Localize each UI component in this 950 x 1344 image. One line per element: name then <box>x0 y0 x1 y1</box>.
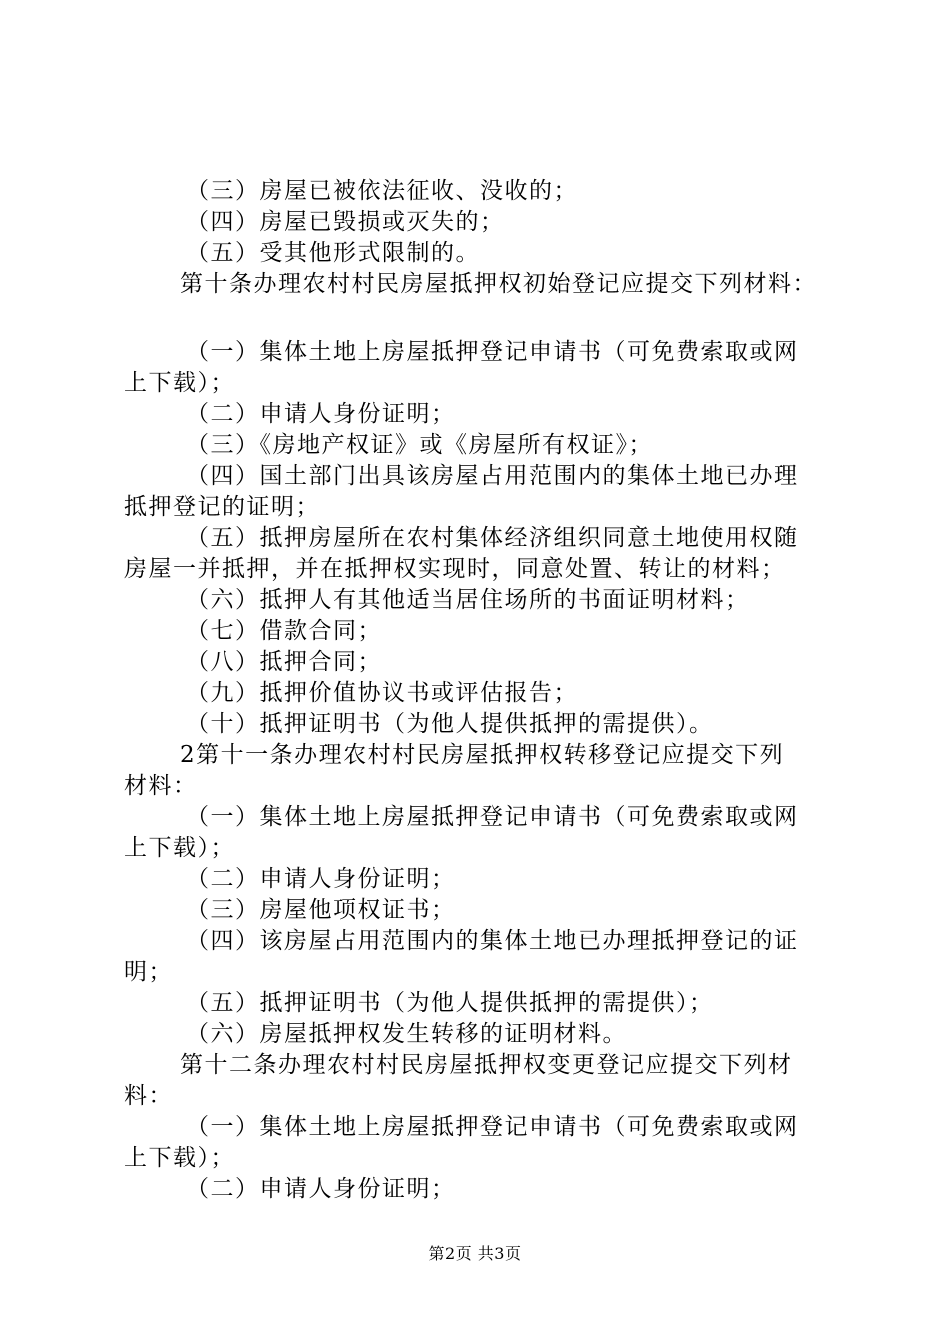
document-body <box>124 176 844 1205</box>
list-item: （一）集体土地上房屋抵押登记申请书（可免费索取或网 <box>186 1114 799 1140</box>
list-item: 料： <box>124 1083 173 1109</box>
list-item: （三）房屋他项权证书； <box>186 897 456 923</box>
list-item: （九）抵押价值协议书或评估报告； <box>186 680 578 706</box>
list-item: （三）房屋已被依法征收、没收的； <box>186 178 578 204</box>
page-footer: 第2页 共3页 <box>428 1244 522 1263</box>
article-heading: 2第十一条办理农村村民房屋抵押权转移登记应提交下列 <box>180 742 785 768</box>
article-heading: 第十条办理农村村民房屋抵押权初始登记应提交下列材料： <box>180 271 817 297</box>
paragraph-gap <box>124 300 844 337</box>
list-item: 上下载）； <box>124 370 235 396</box>
list-item: （五）受其他形式限制的。 <box>186 240 480 266</box>
list-item: （一）集体土地上房屋抵押登记申请书（可免费索取或网 <box>186 804 799 830</box>
article-content <box>124 337 844 1205</box>
list-item: （一）集体土地上房屋抵押登记申请书（可免费索取或网 <box>186 339 799 365</box>
article-heading: 第十二条办理农村村民房屋抵押权变更登记应提交下列材 <box>180 1052 793 1078</box>
list-item: 上下载）； <box>124 1145 235 1171</box>
list-item: （五）抵押房屋所在农村集体经济组织同意土地使用权随 <box>186 525 799 551</box>
list-item: （五）抵押证明书（为他人提供抵押的需提供）； <box>186 990 714 1016</box>
list-item: （四）房屋已毁损或灭失的； <box>186 209 505 235</box>
list-item: 材料： <box>124 773 198 799</box>
list-item: （三）《房地产权证》或《房屋所有权证》； <box>186 432 653 458</box>
list-item: （四）国土部门出具该房屋占用范围内的集体土地已办理 <box>186 463 799 489</box>
list-item: 房屋一并抵押，并在抵押权实现时，同意处置、转让的材料； <box>124 556 786 582</box>
list-item: （八）抵押合同； <box>186 649 382 675</box>
list-item: 上下载）； <box>124 835 235 861</box>
list-item: 明； <box>124 959 173 985</box>
list-item: 抵押登记的证明； <box>124 494 320 520</box>
list-item: （六）房屋抵押权发生转移的证明材料。 <box>186 1021 627 1047</box>
list-item: （四）该房屋占用范围内的集体土地已办理抵押登记的证 <box>186 928 799 954</box>
list-item: （十）抵押证明书（为他人提供抵押的需提供）。 <box>186 711 714 737</box>
list-item: （七）借款合同； <box>186 618 382 644</box>
list-item: （六）抵押人有其他适当居住场所的书面证明材料； <box>186 587 750 613</box>
list-item: （二）申请人身份证明； <box>186 1176 456 1202</box>
list-item: （二）申请人身份证明； <box>186 866 456 892</box>
list-item: （二）申请人身份证明； <box>186 401 456 427</box>
